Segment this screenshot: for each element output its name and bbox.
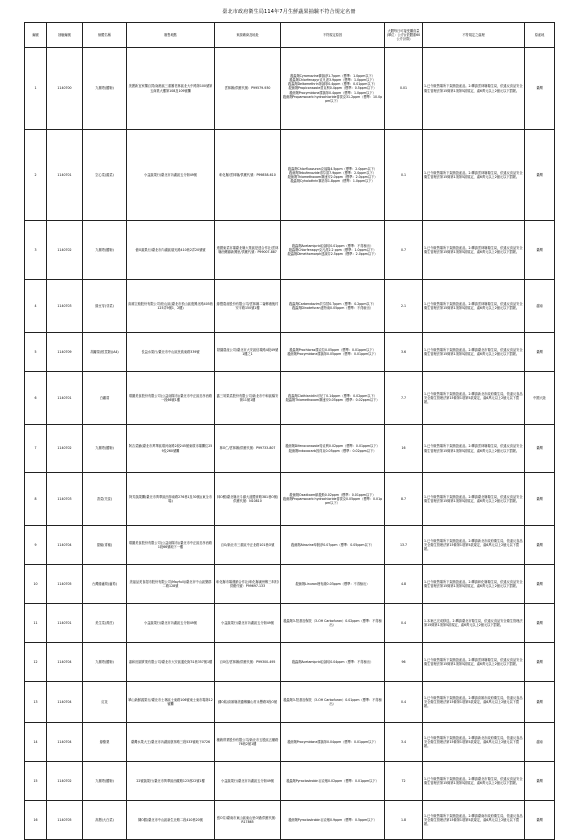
result-line: 殺菌劑Pyraclostrobin百克敏0.9ppm（標準：0.5ppm以下）	[288, 817, 377, 822]
cell-source: 彰化縣/雲林縣/供應代號：P99858-610	[215, 130, 281, 221]
cell-sample-id: 1140701	[47, 604, 83, 643]
cell-result	[281, 801, 385, 840]
table-body	[25, 48, 555, 840]
cell-origin: 中國大陸	[525, 372, 555, 425]
cell-origin: 臺灣	[525, 333, 555, 372]
result-line: 殺菌劑Thiamethoxam賽速安2.0ppm（標準：2.0ppm以下）	[287, 175, 378, 179]
cell-seller: 陳O勝/臺北市中山區新生北路二段410巷20號	[127, 801, 215, 840]
cell-source: 小益蔬果行/臺北市內湖區五分街49號	[215, 762, 281, 801]
cell-sample-id: 1140704	[47, 526, 83, 565]
header-origin: 原產地	[525, 23, 555, 48]
cell-intake: 16	[385, 425, 423, 473]
cell-product: 九層塔(羅勒)	[83, 762, 127, 801]
result-line: 殺蟲劑Prochloraz撲克拉0.05ppm（標準：0.01ppm以下）	[289, 347, 376, 352]
cell-no: 8	[25, 473, 47, 526]
cell-action: 1.已令販售場所下架銷毀產品。2.轉請新北市政府衛生局，依違反食品安全衛生管理法第15條第1項第5款規定，處6萬元以上2億元以下罰鍰。	[423, 526, 525, 565]
cell-result	[281, 280, 385, 333]
cell-origin: 臺灣	[525, 762, 555, 801]
cell-seller: 阿芳蔬果攤(臺北市萬華區西寧南路276巷1及30號)(東全市場)	[127, 473, 215, 526]
cell-source: 彰化縣市場運銷合作社/彰化縣溪州鄉三圳村/供應代號：P99697-133	[215, 565, 281, 604]
cell-seller: 小益蔬果行/臺北市內湖區五分街49號	[127, 604, 215, 643]
cell-origin: 臺灣	[525, 604, 555, 643]
header-seller: 販售地點	[127, 23, 215, 48]
cell-source: 財園農產公司/臺北市大安區信義路4段49號1樓之1	[215, 333, 281, 372]
result-line: 殺蟲劑Dinotefuran達特南0.05ppm（標準：不得檢出）	[291, 306, 373, 310]
result-line: 殺菌劑Propamocarb hydrochloride普拔克0.05ppm（標準：0.01ppm以下）	[282, 496, 383, 506]
cell-seller: 高雄空廚股份有限公司/松山區(臺北市松山區復興北路405巷125弄9號1、2樓)	[127, 280, 215, 333]
cell-product: 九層塔(羅勒)	[83, 221, 127, 280]
cell-action: 1.已令販售場所下架銷毀產品。2.轉請雲林縣衛生局，依違反食品安全衛生管理法第15條第1項第5款規定，處6萬元以上2億元以下罰鍰。	[423, 130, 525, 221]
cell-source: 張O芬/臺南市東山區東山里O號/供應代號：R17865	[215, 801, 281, 840]
cell-intake: 0.4	[385, 682, 423, 723]
cell-source: 林O樹/臺北縣北斗鎮大道體育路381巷O號/供應代號：N10810	[215, 473, 281, 526]
result-line: 殺蟲劑Dimethomorph達滅芬2.5ppm（標準：2.0ppm以下）	[287, 252, 378, 257]
table-header-row	[25, 23, 555, 48]
cell-no: 1	[25, 48, 47, 130]
result-line: 殺菌劑Atrazine草脫淨0.07ppm（標準：0.05ppm以下）	[290, 542, 375, 547]
cell-origin: 臺灣	[525, 48, 555, 130]
cell-origin: 臺灣	[525, 801, 555, 840]
table-row	[25, 372, 555, 425]
cell-origin: 越南	[525, 280, 555, 333]
result-line: 殺菌劑Indoxacarb因得克0.05ppm（標準：0.02ppm以下）	[288, 448, 377, 453]
result-line: 殺蟲劑3-羥基加保扶（3-OH Carbofuran）0.01ppm（標準：不得檢出）	[283, 697, 382, 706]
cell-sample-id: 1140704	[47, 723, 83, 762]
cell-seller: 環圍美食股份有限公司(公益南陽市)/臺北市中正區忠孝西路一段66號1樓	[127, 372, 215, 425]
cell-action: 1.已令販售場所下架銷毀產品。2.轉請臺南市政府衛生局，依違反食品安全衛生管理法第15條第1項第5款規定，處6萬元以上2億元以下罰鍰。	[423, 801, 525, 840]
result-line: 殺蟲劑Clothianidin可尼丁0.14ppm（標準：0.02ppm以下）	[288, 393, 377, 398]
cell-result	[281, 221, 385, 280]
cell-result	[281, 762, 385, 801]
cell-no: 14	[25, 723, 47, 762]
cell-action: 1.已令販售場所下架銷毀產品。2.轉請雲林縣衛生局，依違反食品安全衛生管理法第15條第1項第5款規定，處6萬元以上2億元以下罰鍰。	[423, 221, 525, 280]
cell-sample-id: 1140700	[47, 48, 83, 130]
cell-origin: 臺灣	[525, 425, 555, 473]
result-line: 殺菌劑Linuron理有龍0.03ppm（標準：不得檢出）	[295, 581, 370, 586]
document-title: 臺北市政府衛生局114年7月生鮮蔬果抽驗不符合規定名冊	[222, 9, 356, 15]
cell-no: 3	[25, 221, 47, 280]
cell-sample-id: 1140703	[47, 473, 83, 526]
cell-result	[281, 130, 385, 221]
cell-action: 1.已令販售場所下架銷毀產品。2.轉請臺北市衛生局，依違反食品安全衛生管理法第15條第1項第5款規定，處6萬元以上2億元以下罰鍰。	[423, 333, 525, 372]
cell-product: 香菜(芫荽)	[83, 473, 127, 526]
result-line: 殺菌劑Oxadixam歐殺斯0.02ppm（標準：0.01ppm以下）	[289, 492, 376, 497]
cell-result	[281, 425, 385, 473]
cell-product: 胡蘿蔔(根莖類)(A4)	[83, 333, 127, 372]
cell-action: 1.已令販售場所下架銷毀產品。2.轉請高雄市政府衛生局，依違反食品安全衛生管理法第15條第1項第5款規定，處6萬元以上2億元以下罰鍰。	[423, 682, 525, 723]
cell-intake: 1.8	[385, 801, 423, 840]
cell-seller: 嘉和田園實業有限公司/臺北市大安區通化街31巷357號1樓	[127, 643, 215, 682]
cell-sample-id: 1140705	[47, 565, 83, 604]
cell-no: 11	[25, 604, 47, 643]
result-line: 殺蟲劑Cyromazine賽滅淨1.7ppm（標準：1.0ppm以下）	[290, 73, 375, 78]
cell-no: 16	[25, 801, 47, 840]
cell-intake: 0.01	[385, 48, 423, 130]
cell-sample-id: 1140704	[47, 682, 83, 723]
cell-intake: 8.7	[385, 473, 423, 526]
cell-seller: 臺灣水果大王/臺北市內湖區康寧路三段533號地下0726	[127, 723, 215, 762]
cell-action: 1.已令販售場所下架銷毀產品。2.轉請雲林縣衛生局，依違反食品安全衛生管理法第15條第1項第5款規定，處6萬元以上2億元以下罰鍰。	[423, 48, 525, 130]
table-row	[25, 565, 555, 604]
table-row	[25, 682, 555, 723]
cell-result	[281, 643, 385, 682]
cell-origin: 臺灣	[525, 565, 555, 604]
cell-product: 台灣綠蘆筍(蘆筍)	[83, 565, 127, 604]
cell-action: 1.已令販售場所下架銷毀產品。2.轉請雲林縣衛生局，依違反食品安全衛生管理法第15條第1項第5款規定，處6萬元以上2億元以下罰鍰。	[423, 643, 525, 682]
header-sample-id: 抽驗編號	[47, 23, 83, 48]
cell-sample-id: 1140701	[47, 372, 83, 425]
cell-source: 百O信/雲林縣/供應代號：P99300-495	[215, 643, 281, 682]
cell-result	[281, 682, 385, 723]
table-row	[25, 280, 555, 333]
result-line: 殺蟲劑Chlorfluazuron克福隆4.5ppm（標準：2.0ppm以下）	[287, 166, 378, 171]
cell-origin: 越南	[525, 723, 555, 762]
cell-result	[281, 565, 385, 604]
table-row	[25, 801, 555, 840]
cell-no: 13	[25, 682, 47, 723]
header-intake: 大體每日可接受攝食量(單位：公斤)(依體重60公斤計算)	[385, 23, 423, 48]
cell-seller: 億O蔬果行/臺北市內湖區瑞光路410巷2弄20號號	[127, 221, 215, 280]
cell-source: 小益蔬果行/臺北市內湖區五分街49號	[215, 604, 281, 643]
cell-result	[281, 333, 385, 372]
cell-action: 1.已令販售場所下架銷毀產品。2.轉請雲林縣衛生局，依違反食品安全衛生管理法第15條第1項第5款規定，處6萬元以上2億元以下罰鍰。	[423, 425, 525, 473]
cell-no: 15	[25, 762, 47, 801]
cell-source: 鍾O銘/高雄縣美濃鄉獅山村永豐路3段O號	[215, 682, 281, 723]
cell-intake: 72	[385, 762, 423, 801]
cell-no: 2	[25, 130, 47, 221]
cell-source: 連國東菜市場臺北縣大業區是達合作社/雲林縣西螺鎮新興里/供應代號：P99007-887	[215, 221, 281, 280]
cell-sample-id: 1140701	[47, 130, 83, 221]
cell-intake: 13.7	[385, 526, 423, 565]
cell-result	[281, 723, 385, 762]
cell-intake: 96	[385, 643, 423, 682]
cell-source: 百O/新北市三重區中正北路101巷O號	[215, 526, 281, 565]
cell-action: 1.已令販售場所下架銷毀產品。2.轉請臺北市衛生局，依違反食品安全衛生管理法第15條第1項第5款規定，處6萬元以上2億元以下罰鍰。	[423, 762, 525, 801]
cell-sample-id: 1140703	[47, 280, 83, 333]
table-row	[25, 762, 555, 801]
table-row	[25, 526, 555, 565]
header-product: 檢體名稱	[83, 23, 127, 48]
cell-seller: 環圍美食股份有限公司(公益南陽市)/臺北市中正區忠孝西路1段66號地下一樓	[127, 526, 215, 565]
cell-intake: 3.6	[385, 333, 423, 372]
cell-intake: 0.1	[385, 130, 423, 221]
cell-product: 綠豆芽(芽菜)	[83, 280, 127, 333]
cell-intake: 3.4	[385, 723, 423, 762]
cell-source: 鑫三易果菜股份有限公司/新北市中和區橋安街11號1樓	[215, 372, 281, 425]
cell-sample-id: 1140702	[47, 221, 83, 280]
table-row	[25, 130, 555, 221]
cell-intake: 0.7	[385, 221, 423, 280]
cell-result	[281, 48, 385, 130]
result-line: 殺蟲劑3-羥基加保扶（3-OH Carbofuran）0.02ppm（標準：不得檢出）	[283, 618, 382, 627]
cell-action: 1.已令販售場所下架銷毀產品。2.轉請新北市政府衛生局，依違反食品安全衛生管理法第15條第1項第5款規定，處6萬元以上2億元以下罰鍰。	[423, 723, 525, 762]
cell-product: 九層塔(羅勒)	[83, 425, 127, 473]
cell-result	[281, 473, 385, 526]
cell-origin: 臺灣	[525, 526, 555, 565]
cell-product: 綠酪梨	[83, 723, 127, 762]
cell-no: 7	[25, 425, 47, 473]
cell-sample-id: 1140704	[47, 643, 83, 682]
cell-origin: 臺灣	[525, 473, 555, 526]
table-row	[25, 48, 555, 130]
cell-seller: 美麗新宜家購百貨/南港區三重厲老林區北大中路第100號第五商業大樓第108及109號攤	[127, 48, 215, 130]
cell-product: 空心菜(蕹菜)	[83, 130, 127, 221]
table-row	[25, 333, 555, 372]
cell-product: 美生菜(萵苣)	[83, 604, 127, 643]
header-result: 不符規定原因	[281, 23, 385, 48]
result-line: 殺蟲劑Acetamiprid亞滅培0.04ppm（標準：不得檢出）	[291, 659, 374, 664]
cell-product: 甜椒(青椒)	[83, 526, 127, 565]
cell-no: 6	[25, 372, 47, 425]
result-line: 殺蟲劑Thiamethoxam賽速安0.05ppm（標準：0.02ppm以下）	[285, 398, 380, 402]
table-row	[25, 643, 555, 682]
cell-action: 1.已令販售場所下架銷毀產品。2.轉請臺北縣衛生局，依違反食品安全衛生管理法第15條第1項第5款規定，處6萬元以上2億元以下罰鍰。	[423, 473, 525, 526]
result-line: 殺蟲劑Chlorfenapyr克凡派2.2 ppm（標準：1.0ppm以下）	[288, 247, 377, 252]
result-line: 殺菌劑Procymidone撲滅寧0.4ppm（標準：1.0ppm以下）	[289, 90, 376, 95]
result-line: 殺菌劑Propiconazole普克利0.4ppm（標準：0.5ppm以下）	[288, 86, 377, 91]
cell-no: 10	[25, 565, 47, 604]
result-line: 殺菌劑Propamocarb hydrochloride普拔克31.2ppm（標準：10.0ppm以下）	[282, 94, 383, 103]
cell-intake: 4.8	[385, 565, 423, 604]
cell-seller: 小益蔬果行/臺北市內湖區五分街49號	[127, 130, 215, 221]
cell-seller: 阿吉菜舖(臺北市萬華區環河南路2段245號東環市場攤位259及260號攤	[127, 425, 215, 473]
header-no: 編號	[25, 23, 47, 48]
cell-source: 穗穀實業股份有限公司/新北市五股區五權路76巷2號1樓	[215, 723, 281, 762]
cell-origin: 臺灣	[525, 682, 555, 723]
cell-action: 1.已令販售場所下架銷毀產品。2.轉請彰化縣衛生局，依違反食品安全衛生管理法第15條第1項第5款規定，處6萬元以上2億元以下罰鍰。	[423, 565, 525, 604]
cell-seller: 22號蔬果行/臺北市萬華區西藏路123巷22號1樓	[127, 762, 215, 801]
cell-product: 高麗(大白菜)	[83, 801, 127, 840]
cell-intake: 7.7	[385, 372, 423, 425]
result-line: 殺蟲劑Pyraclostrobin百克敏0.02ppm（標準：0.01ppm以下）	[286, 778, 379, 783]
cell-intake: 0.4	[385, 604, 423, 643]
table-row	[25, 425, 555, 473]
cell-result	[281, 372, 385, 425]
result-line: 殺菌劑Difenoconazole待克利0.02ppm（標準：0.01ppm以下）	[285, 444, 380, 449]
cell-sample-id: 1140702	[47, 425, 83, 473]
result-line: 殺菌劑Procymidone撲滅寧0.05ppm（標準：0.01ppm以下）	[287, 352, 378, 356]
cell-product: 白蘿蔔	[83, 372, 127, 425]
cell-no: 5	[25, 333, 47, 372]
table-row	[25, 221, 555, 280]
cell-product: 九層塔(羅勒)	[83, 643, 127, 682]
cell-result	[281, 526, 385, 565]
cell-origin: 臺灣	[525, 643, 555, 682]
cell-action: 1.本案已完成移送。2.轉請臺北市衛生局，依違反食品安全衛生管理法第15條第1項第5款規定，處6萬元以上2億元以下罰鍰。	[423, 604, 525, 643]
cell-action: 1.已令販售場所下架銷毀產品。2.轉請新北市政府衛生局，依違反食品安全衛生管理法第15條第1項第5款規定，處6萬元以上2億元以下罰鍰。	[423, 372, 525, 425]
cell-result	[281, 604, 385, 643]
result-line: 殺蟲劑Chlorfenapyr克凡派3.9ppm（標準：1.0ppm以下）	[289, 77, 376, 82]
table-row	[25, 723, 555, 762]
table-row	[25, 604, 555, 643]
result-line: 殺蟲劑Acetamiprid亞滅培0.01ppm（標準：不得檢出）	[291, 243, 374, 248]
table-row	[25, 473, 555, 526]
cell-source: 雲林縣/供應代號：P99579-930	[215, 48, 281, 130]
cell-no: 12	[25, 643, 47, 682]
cell-sample-id: 1140702	[47, 762, 83, 801]
result-line: 殺蟲劑Deltamethrin第滅寧0.4ppm（標準：0.01ppm以下）	[288, 82, 377, 87]
cell-no: 9	[25, 526, 47, 565]
cell-origin: 臺灣	[525, 130, 555, 221]
result-line: 殺菌劑Tebufenozide得芬諾7.9ppm（標準：2.0ppm以下）	[289, 170, 376, 175]
result-line: 殺蟲劑Carbendazim貝芬替0.7ppm（標準：0.2ppm以下）	[288, 301, 376, 306]
cell-source: 綠寶農產股份有限公司/雲林縣二崙鄉港後村安平路150號1樓	[215, 280, 281, 333]
cell-sample-id: 1140709	[47, 333, 83, 372]
cell-action: 1.已令販售場所下架銷毀產品。2.轉請雲林縣衛生局，依違反食品安全衛生管理法第15條第1項第5款規定，處6萬元以上2億元以下罰鍰。	[423, 280, 525, 333]
header-source: 來源廠商及地址	[215, 23, 281, 48]
cell-seller: 單山新鮮蔬果行/臺北市士林區士東路106號東士東市場第12號攤	[127, 682, 215, 723]
cell-intake: 2.1	[385, 280, 423, 333]
result-line: 殺菌劑Procymidone撲滅寧0.04ppm（標準：0.01ppm以下）	[287, 739, 378, 744]
cell-source: 林O仁/雲林縣/供應代號：P99733-807	[215, 425, 281, 473]
cell-seller: 長益水果行/臺北市中山區民族東路339號	[127, 333, 215, 372]
cell-origin: 臺灣	[525, 221, 555, 280]
cell-no: 4	[25, 280, 47, 333]
header-action: 不符規定之處理	[423, 23, 525, 48]
violation-table	[24, 22, 555, 840]
cell-sample-id: 1140705	[47, 801, 83, 840]
cell-seller: 美福品美食超市股份有限公司(Mayfull)/臺北市中山區樂群二路128號	[127, 565, 215, 604]
cell-product: 紅花	[83, 682, 127, 723]
result-line: 殺蟲劑Cyhalothrin賽洛寧1.8ppm（標準：1.0ppm以下）	[290, 179, 375, 184]
cell-product: 九層塔(羅勒)	[83, 48, 127, 130]
